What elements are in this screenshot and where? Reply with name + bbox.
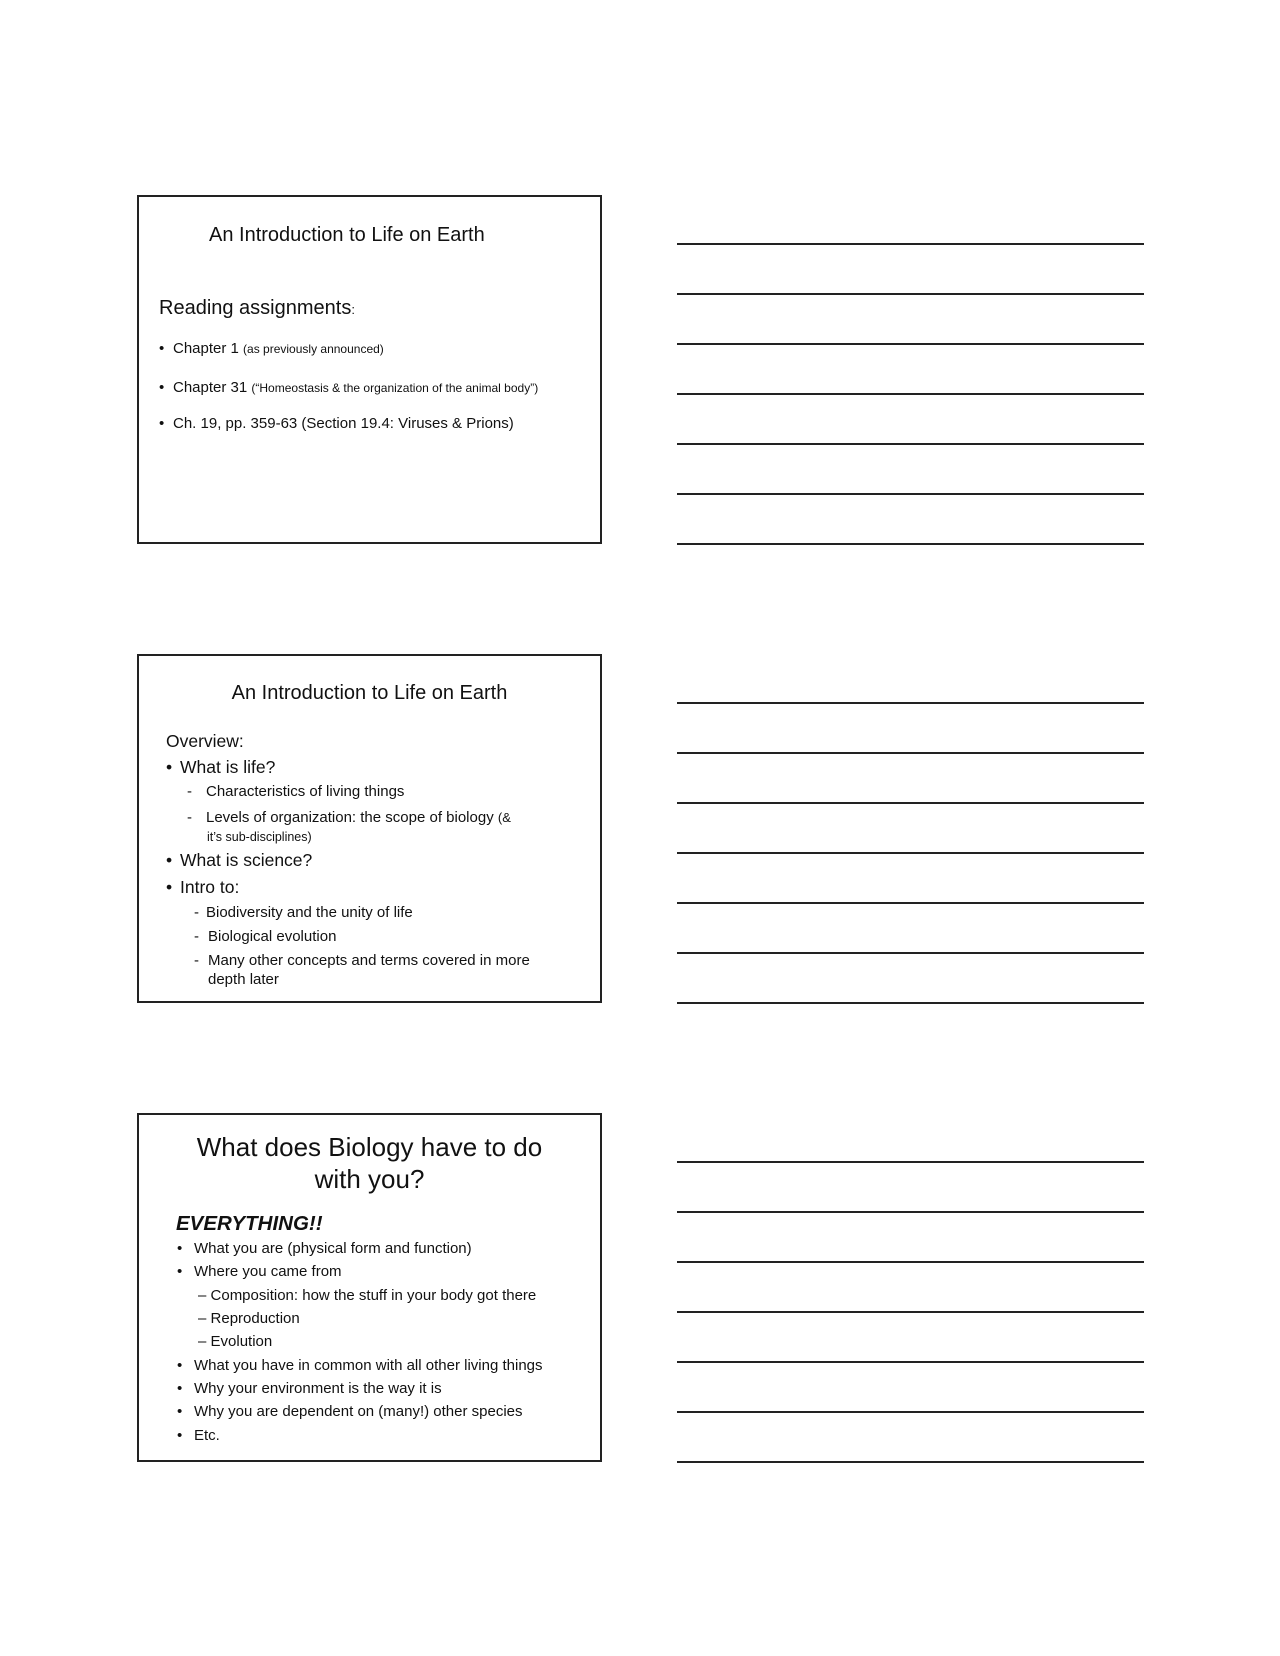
note-line [677,952,1144,954]
bullet: • [159,379,165,396]
sub-item [187,783,404,800]
sub-item-text: Many other concepts and terms covered in more [208,952,530,969]
reading-item-main: Chapter 31 [173,379,248,396]
note-line [677,343,1144,345]
sub-item [194,904,413,921]
dash: - [187,783,192,800]
dash: - [194,952,199,969]
sub-item [194,928,336,945]
sub-item [194,952,530,969]
reading-item [159,415,514,432]
sub-item-note: (& [497,810,511,825]
dash: - [194,928,199,945]
dash: – [198,1310,207,1327]
sub-item-text: Biological evolution [208,928,337,945]
note-line [677,1311,1144,1313]
note-line [677,802,1144,804]
bullet: • [177,1403,183,1420]
bullet: • [177,1240,183,1257]
note-line [677,1002,1144,1004]
reading-assignments-heading [159,297,355,320]
sub-item [198,1287,536,1304]
title-line-1: What does Biology have to do [196,1132,543,1162]
notes-lines-3 [677,1161,1144,1511]
heading-colon: : [351,302,355,317]
list-item [177,1380,442,1397]
note-line [677,1361,1144,1363]
slide-1 [137,195,602,544]
bullet: • [177,1357,183,1374]
sub-item [198,1333,272,1350]
note-line [677,1261,1144,1263]
note-line [677,1211,1144,1213]
slide-2 [137,654,602,1003]
slide-1-title: An Introduction to Life on Earth [209,224,485,246]
note-line [677,393,1144,395]
list-item [166,850,312,871]
note-line [677,702,1144,704]
sub-item [198,1310,300,1327]
slide-3-title [139,1131,600,1195]
notes-lines-2 [677,702,1144,1052]
list-item [166,757,275,778]
dash: - [194,904,199,921]
note-line [677,293,1144,295]
list-item-text: Why you are dependent on (many!) other species [194,1403,523,1420]
bullet: • [177,1427,183,1444]
overview-label: Overview: [166,731,244,751]
bullet: • [166,757,173,777]
reading-item [159,340,384,357]
list-item-text: Why your environment is the way it is [194,1380,442,1397]
heading-text: Reading assignments [159,297,352,319]
note-line [677,1161,1144,1163]
everything-emphasis: EVERYTHING!! [176,1212,323,1235]
sub-item-text: Evolution [210,1333,273,1350]
list-item [177,1263,342,1280]
list-item [177,1357,543,1374]
reading-item-main: Chapter 1 [173,340,239,357]
list-item [177,1427,220,1444]
sub-item [187,809,511,826]
list-item [177,1240,472,1257]
bullet: • [159,415,165,432]
list-item-text: What you have in common with all other living things [194,1357,543,1374]
notes-lines-1 [677,243,1144,593]
reading-item-note: (as previously announced) [243,342,384,356]
slide-3 [137,1113,602,1462]
note-line [677,493,1144,495]
note-line [677,543,1144,545]
sub-item-text: Levels of organization: the scope of biology [206,809,494,826]
sub-item-text: Composition: how the stuff in your body got there [210,1287,537,1304]
note-line [677,852,1144,854]
list-item-text: What is science? [180,850,313,870]
sub-item-continued: depth later [208,971,279,988]
list-item [166,877,239,898]
reading-item-note: (“Homeostasis & the organization of the animal body”) [251,381,539,395]
sub-item-note-continued: it’s sub-disciplines) [207,830,312,844]
bullet: • [159,340,165,357]
title-line-2: with you? [314,1164,425,1194]
dash: - [187,809,192,826]
dash: – [198,1333,207,1350]
bullet: • [166,877,173,897]
slide-2-title: An Introduction to Life on Earth [231,682,508,704]
list-item-text: Etc. [194,1427,220,1444]
list-item-text: What you are (physical form and function) [194,1240,472,1257]
list-item [177,1403,523,1420]
note-line [677,1411,1144,1413]
list-item-text: Intro to: [180,877,240,897]
list-item-text: Where you came from [194,1263,342,1280]
dash: – [198,1287,207,1304]
bullet: • [177,1380,183,1397]
reading-item [159,379,538,396]
bullet: • [177,1263,183,1280]
note-line [677,443,1144,445]
sub-item-text: Reproduction [210,1310,300,1327]
note-line [677,1461,1144,1463]
sub-item-text: Biodiversity and the unity of life [206,904,413,921]
note-line [677,902,1144,904]
bullet: • [166,850,173,870]
reading-item-main: Ch. 19, pp. 359-63 (Section 19.4: Viruses & Prions) [173,415,514,432]
note-line [677,243,1144,245]
note-line [677,752,1144,754]
sub-item-text: Characteristics of living things [206,783,405,800]
list-item-text: What is life? [180,757,276,777]
